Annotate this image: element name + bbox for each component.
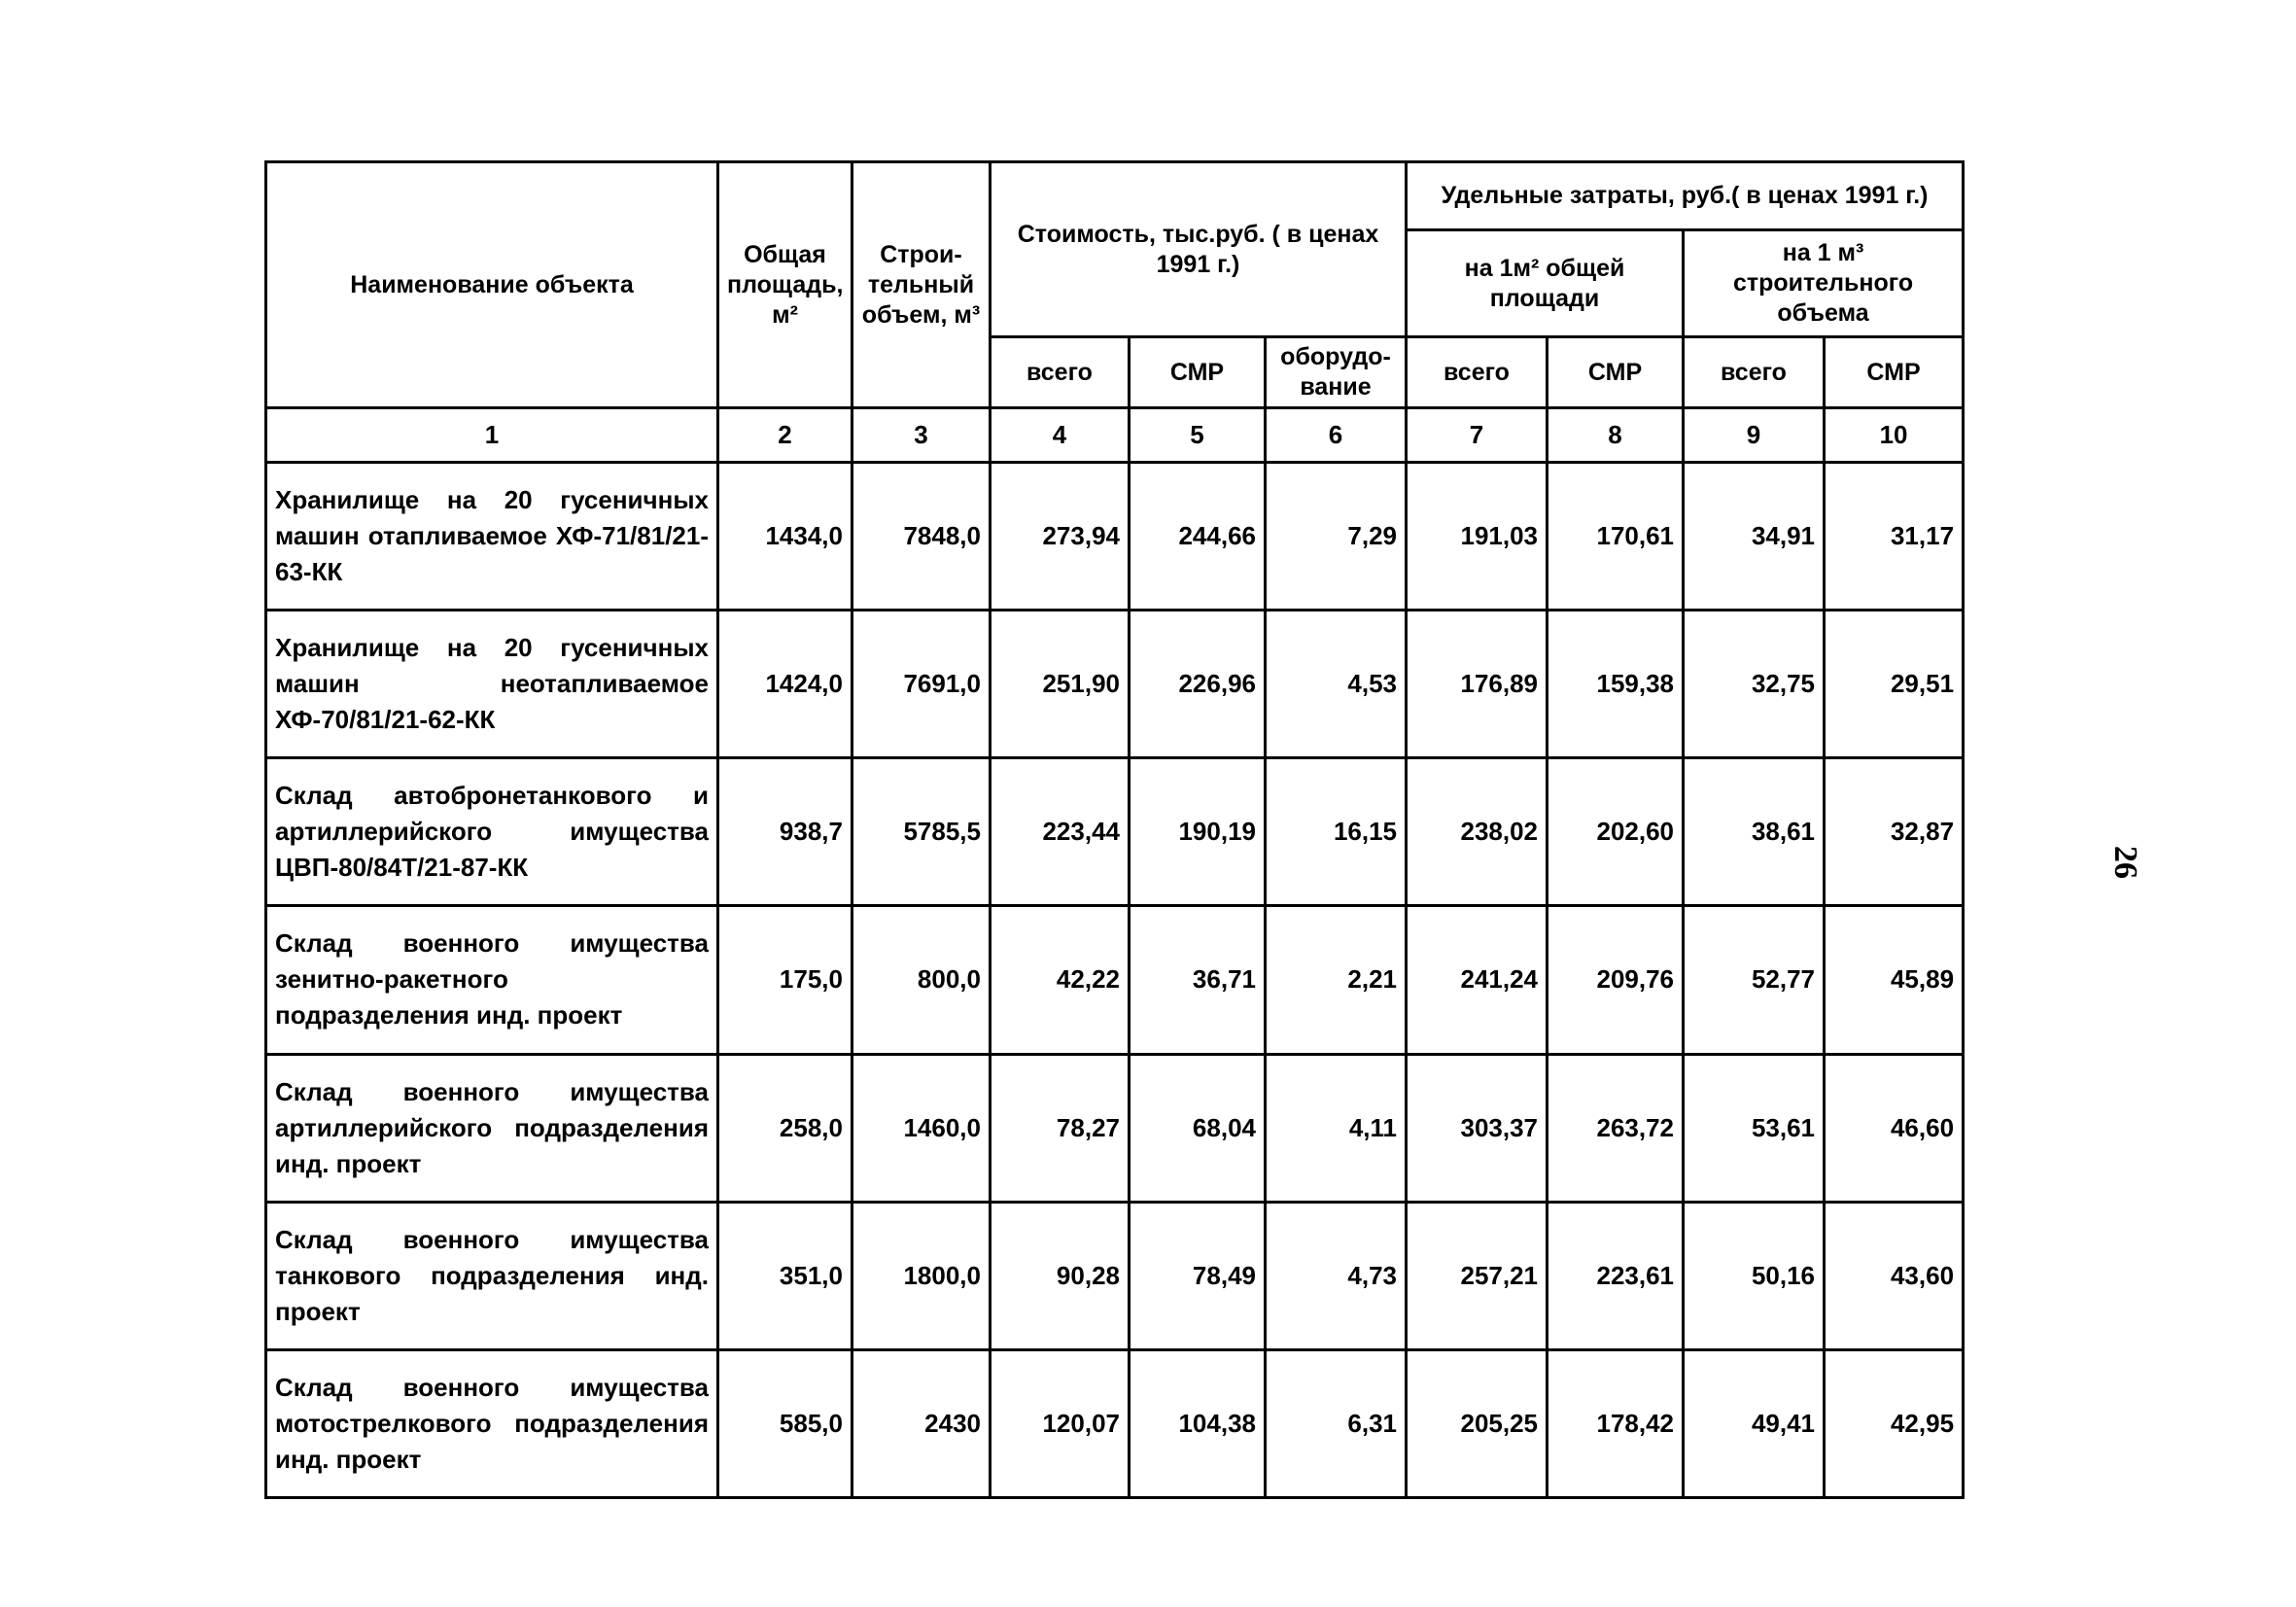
m3-smr: 42,95 xyxy=(1825,1349,1964,1497)
building-volume: 2430 xyxy=(852,1349,991,1497)
table-row xyxy=(266,1349,1964,1497)
m3-smr: 29,51 xyxy=(1825,611,1964,758)
m3-total: 49,41 xyxy=(1684,1349,1825,1497)
building-volume: 800,0 xyxy=(852,906,991,1054)
header-m3-smr: СМР xyxy=(1825,337,1964,408)
m2-total: 191,03 xyxy=(1407,463,1548,611)
m3-smr: 45,89 xyxy=(1825,906,1964,1054)
header-per-m2: на 1м² общей площади xyxy=(1407,230,1684,337)
column-number: 9 xyxy=(1684,408,1825,463)
header-cost-smr: СМР xyxy=(1130,337,1266,408)
building-volume: 5785,5 xyxy=(852,758,991,906)
m2-smr: 209,76 xyxy=(1548,906,1684,1054)
cost-smr: 226,96 xyxy=(1130,611,1266,758)
total-area: 351,0 xyxy=(718,1202,852,1349)
m2-smr: 223,61 xyxy=(1548,1202,1684,1349)
m2-smr: 159,38 xyxy=(1548,611,1684,758)
m2-total: 176,89 xyxy=(1407,611,1548,758)
cost-smr: 104,38 xyxy=(1130,1349,1266,1497)
header-total-area: Общая площадь, м² xyxy=(718,162,852,408)
object-name: Хранилище на 20 гусеничных машин неотапливаемое ХФ-70/81/21-62-КК xyxy=(266,611,718,758)
cost-smr: 244,66 xyxy=(1130,463,1266,611)
header-m2-smr: СМР xyxy=(1548,337,1684,408)
cost-total: 90,28 xyxy=(991,1202,1130,1349)
header-building-volume: Строи- тельный объем, м³ xyxy=(852,162,991,408)
cost-equipment: 7,29 xyxy=(1266,463,1407,611)
object-name: Склад автобронетанкового и артиллерийского имущества ЦВП-80/84Т/21-87-КК xyxy=(266,758,718,906)
cost-smr: 78,49 xyxy=(1130,1202,1266,1349)
table-row xyxy=(266,758,1964,906)
m3-total: 38,61 xyxy=(1684,758,1825,906)
total-area: 175,0 xyxy=(718,906,852,1054)
m3-smr: 46,60 xyxy=(1825,1054,1964,1202)
building-volume: 1800,0 xyxy=(852,1202,991,1349)
cost-equipment: 2,21 xyxy=(1266,906,1407,1054)
total-area: 585,0 xyxy=(718,1349,852,1497)
cost-total: 223,44 xyxy=(991,758,1130,906)
m3-smr: 43,60 xyxy=(1825,1202,1964,1349)
column-number: 8 xyxy=(1548,408,1684,463)
cost-smr: 190,19 xyxy=(1130,758,1266,906)
column-number: 3 xyxy=(852,408,991,463)
cost-total: 120,07 xyxy=(991,1349,1130,1497)
header-m2-total: всего xyxy=(1407,337,1548,408)
object-name: Склад военного имущества мотострелкового подразделения инд. проект xyxy=(266,1349,718,1497)
m2-total: 257,21 xyxy=(1407,1202,1548,1349)
cost-equipment: 4,73 xyxy=(1266,1202,1407,1349)
total-area: 1424,0 xyxy=(718,611,852,758)
m3-smr: 31,17 xyxy=(1825,463,1964,611)
column-number: 4 xyxy=(991,408,1130,463)
cost-equipment: 4,53 xyxy=(1266,611,1407,758)
header-unit-costs: Удельные затраты, руб.( в ценах 1991 г.) xyxy=(1407,162,1964,230)
total-area: 1434,0 xyxy=(718,463,852,611)
header-m3-total: всего xyxy=(1684,337,1825,408)
m2-smr: 202,60 xyxy=(1548,758,1684,906)
cost-equipment: 4,11 xyxy=(1266,1054,1407,1202)
building-volume: 1460,0 xyxy=(852,1054,991,1202)
table-row xyxy=(266,906,1964,1054)
m2-total: 241,24 xyxy=(1407,906,1548,1054)
table-row xyxy=(266,1054,1964,1202)
column-number-row xyxy=(266,408,1964,463)
object-name: Склад военного имущества танкового подразделения инд. проект xyxy=(266,1202,718,1349)
cost-table xyxy=(264,160,1965,1499)
m2-smr: 170,61 xyxy=(1548,463,1684,611)
building-volume: 7848,0 xyxy=(852,463,991,611)
building-volume: 7691,0 xyxy=(852,611,991,758)
m3-total: 34,91 xyxy=(1684,463,1825,611)
m2-smr: 263,72 xyxy=(1548,1054,1684,1202)
column-number: 2 xyxy=(718,408,852,463)
column-number: 10 xyxy=(1825,408,1964,463)
header-object-name: Наименование объекта xyxy=(266,162,718,408)
cost-total: 42,22 xyxy=(991,906,1130,1054)
cost-total: 273,94 xyxy=(991,463,1130,611)
column-number: 1 xyxy=(266,408,718,463)
object-name: Склад военного имущества артиллерийского подразделения инд. проект xyxy=(266,1054,718,1202)
cost-total: 251,90 xyxy=(991,611,1130,758)
m2-total: 238,02 xyxy=(1407,758,1548,906)
column-number: 7 xyxy=(1407,408,1548,463)
cost-smr: 68,04 xyxy=(1130,1054,1266,1202)
cost-total: 78,27 xyxy=(991,1054,1130,1202)
m3-total: 53,61 xyxy=(1684,1054,1825,1202)
m3-total: 50,16 xyxy=(1684,1202,1825,1349)
cost-equipment: 16,15 xyxy=(1266,758,1407,906)
total-area: 938,7 xyxy=(718,758,852,906)
column-number: 5 xyxy=(1130,408,1266,463)
total-area: 258,0 xyxy=(718,1054,852,1202)
cost-smr: 36,71 xyxy=(1130,906,1266,1054)
table-row xyxy=(266,611,1964,758)
header-cost-equipment: оборудо- вание xyxy=(1266,337,1407,408)
object-name: Склад военного имущества зенитно-ракетного подразделения инд. проект xyxy=(266,906,718,1054)
m3-smr: 32,87 xyxy=(1825,758,1964,906)
header-cost: Стоимость, тыс.руб. ( в ценах 1991 г.) xyxy=(991,162,1407,337)
m2-smr: 178,42 xyxy=(1548,1349,1684,1497)
m3-total: 52,77 xyxy=(1684,906,1825,1054)
m3-total: 32,75 xyxy=(1684,611,1825,758)
column-number: 6 xyxy=(1266,408,1407,463)
cost-equipment: 6,31 xyxy=(1266,1349,1407,1497)
header-per-m3: на 1 м³ строительного объема xyxy=(1684,230,1964,337)
table-row xyxy=(266,1202,1964,1349)
page-number: 26 xyxy=(2107,846,2143,879)
m2-total: 303,37 xyxy=(1407,1054,1548,1202)
header-cost-total: всего xyxy=(991,337,1130,408)
m2-total: 205,25 xyxy=(1407,1349,1548,1497)
object-name: Хранилище на 20 гусеничных машин отапливаемое ХФ-71/81/21-63-КК xyxy=(266,463,718,611)
table-row xyxy=(266,463,1964,611)
